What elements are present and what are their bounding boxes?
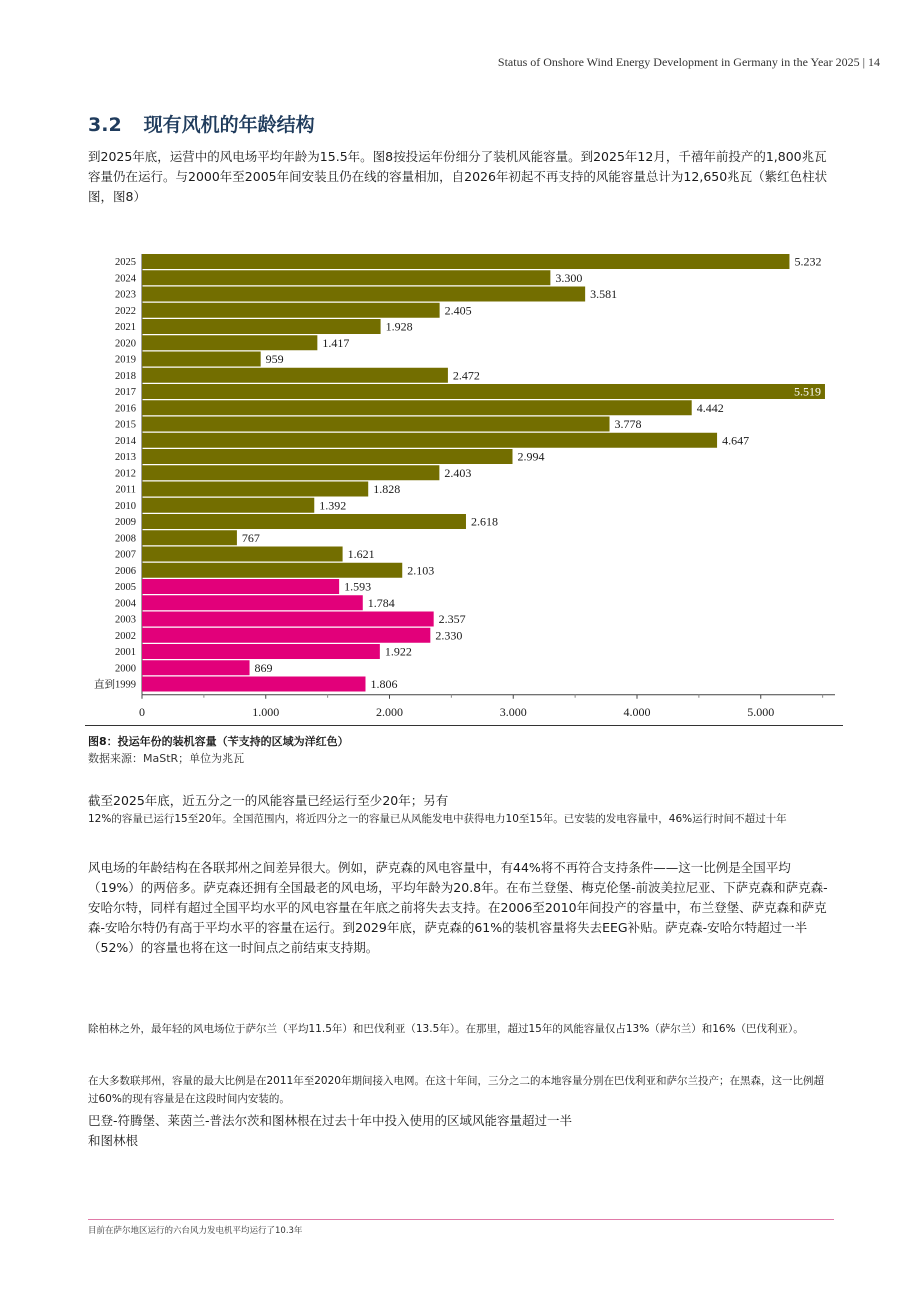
category-label-2011: 2011	[115, 484, 136, 496]
category-label-2022: 2022	[115, 305, 136, 317]
category-label-2010: 2010	[115, 500, 136, 512]
category-label-2005: 2005	[115, 582, 136, 593]
category-label-2002: 2002	[115, 630, 136, 642]
bar-2011	[142, 482, 368, 497]
category-label-2016: 2016	[115, 403, 136, 415]
x-tick-label-2000: 2.000	[376, 704, 403, 719]
category-label-2015: 2015	[115, 419, 136, 431]
bar-2014	[142, 433, 717, 448]
paragraph-youngest: 除柏林之外，最年轻的风电场位于萨尔兰（平均11.5年）和巴伐利亚（13.5年）。在那里，超过15年的风能容量仅占13%（萨尔兰）和16%（巴伐利亚）。	[88, 1023, 804, 1035]
bar-2008	[142, 530, 237, 545]
value-label-直到1999: 1.806	[370, 677, 398, 691]
value-label-2010: 1.392	[319, 498, 347, 513]
x-tick-label-4000: 4.000	[623, 704, 651, 719]
figure-caption: 图8：投运年份的装机容量（苄支持的区域为洋红色）	[88, 735, 349, 748]
bar-2007	[142, 547, 343, 562]
category-label-2000: 2000	[115, 663, 136, 675]
category-label-2013: 2013	[115, 452, 136, 463]
category-label-2007: 2007	[115, 549, 136, 561]
x-tick-label-1000: 1.000	[252, 704, 280, 719]
category-label-2019: 2019	[115, 354, 136, 366]
bar-直到1999	[142, 677, 365, 692]
category-label-2009: 2009	[115, 517, 136, 528]
value-label-2018: 2.472	[452, 368, 480, 383]
bar-2021	[142, 319, 381, 334]
category-label-直到1999: 直到1999	[94, 679, 136, 691]
footnote: 目前在萨尔地区运行的六台风力发电机平均运行了10.3年	[88, 1226, 303, 1236]
intro-paragraph: 到2025年底，运营中的风电场平均年龄为15.5年。图8按投运年份细分了装机风能容量。到2025年12月，千禧年前投产的1,800兆瓦容量仍在运行。与2000年至2005年间安装且仍在线的容量相加，自2026年初起不再支持的风能容量总计为12,650兆瓦（紫红色柱状图，图8）	[88, 149, 828, 204]
category-label-2023: 2023	[115, 289, 136, 301]
footer-rule	[88, 1219, 834, 1220]
x-tick-label-5000: 5.000	[747, 704, 775, 719]
value-label-2001: 1.922	[384, 644, 412, 659]
bar-2025	[142, 254, 789, 269]
category-label-2020: 2020	[115, 338, 136, 350]
bar-2005	[142, 579, 339, 594]
category-label-2006: 2006	[115, 565, 136, 577]
bar-2023	[142, 287, 585, 302]
value-label-2011: 1.828	[373, 482, 401, 496]
bar-2016	[142, 400, 692, 415]
value-label-2021: 1.928	[385, 319, 413, 334]
bar-2022	[142, 303, 440, 318]
category-label-2017: 2017	[115, 387, 136, 398]
category-label-2004: 2004	[115, 598, 136, 610]
bar-2012	[142, 465, 439, 480]
bar-2018	[142, 368, 448, 383]
value-label-2014: 4.647	[722, 433, 750, 448]
paragraph-decade: 在大多数联邦州，容量的最大比例是在2011年至2020年期间接入电网。在这十年间，三分之二的本地容量分别在巴伐利亚和萨尔兰投产；在黑森，这一比例超过60%的现有容量是在这段时间内安装的。	[88, 1075, 824, 1105]
value-label-2004: 1.784	[367, 595, 395, 610]
category-label-2021: 2021	[115, 322, 136, 333]
value-label-2016: 4.442	[696, 400, 724, 415]
paragraph-age-share-lead: 截至2025年底，近五分之一的风能容量已经运行至少20年；另有	[88, 793, 449, 808]
category-label-2003: 2003	[115, 614, 136, 626]
capacity-by-year-chart	[85, 250, 845, 725]
page-header: Status of Onshore Wind Energy Development in Germany in the Year 2025 | 14	[497, 55, 880, 69]
value-label-2015: 3.778	[614, 417, 642, 431]
value-label-2003: 2.357	[438, 612, 466, 626]
value-label-2005: 1.593	[344, 579, 372, 594]
value-label-2012: 2.403	[444, 465, 472, 480]
value-label-2024: 3.300	[555, 270, 583, 285]
bar-2020	[142, 335, 317, 350]
bar-2001	[142, 644, 380, 659]
bar-2017	[142, 384, 825, 399]
value-label-2002: 2.330	[435, 628, 463, 643]
bar-2009	[142, 514, 466, 529]
section-number: 3.2	[88, 114, 122, 136]
category-label-2008: 2008	[115, 533, 136, 545]
section-heading	[88, 110, 315, 137]
bar-2024	[142, 270, 550, 285]
bar-2004	[142, 595, 363, 610]
value-label-2023: 3.581	[590, 287, 618, 301]
category-label-2024: 2024	[115, 273, 136, 285]
value-label-2022: 2.405	[444, 303, 472, 318]
figure-bottom-rule	[85, 725, 843, 726]
bar-2019	[142, 352, 261, 367]
bar-2003	[142, 612, 434, 627]
value-label-2006: 2.103	[407, 563, 435, 578]
category-label-2025: 2025	[115, 257, 136, 268]
bar-2015	[142, 417, 610, 432]
value-label-2009: 2.618	[470, 514, 498, 529]
bar-2006	[142, 563, 402, 578]
category-label-2014: 2014	[115, 435, 136, 447]
value-label-2000: 869	[254, 660, 273, 675]
paragraph-tail: 和图林根	[88, 1133, 139, 1148]
value-label-2025: 5.232	[794, 254, 822, 269]
value-label-2007: 1.621	[347, 547, 375, 561]
figure-source: 数据来源：MaStR；单位为兆瓦	[88, 752, 245, 765]
bar-2013	[142, 449, 513, 464]
paragraph-states: 风电场的年龄结构在各联邦州之间差异很大。例如，萨克森的风电容量中，有44%将不再符合支持条件——这一比例是全国平均（19%）的两倍多。萨克森还拥有全国最老的风电场，平均年龄为20.8年。在布兰登堡、梅克伦堡-前波美拉尼亚、下萨克森和萨克森-安哈尔特，同样有超过全国平均水平的风电容量在年底之前将失去支持。在2006至2010年间投产的容量中，布兰登堡、萨克森和萨克森-安哈尔特仍有高于平均水平的容量在运行。到2029年底，萨克森的61%的装机容量将失去EEG补贴。萨克森-安哈尔特超过一半（52%）的容量也将在这一时间点之前结束支持期。	[88, 860, 828, 955]
x-tick-label-3000: 3.000	[499, 704, 527, 719]
category-label-2001: 2001	[115, 647, 136, 658]
bar-2000	[142, 660, 250, 675]
bar-2010	[142, 498, 314, 513]
paragraph-age-share: 12%的容量已运行15至20年。全国范围内，将近四分之一的容量已从风能发电中获得电力10至15年。已安装的发电容量中，46%运行时间不超过十年	[88, 813, 787, 825]
value-label-2019: 959	[265, 352, 284, 366]
section-title: 现有风机的年龄结构	[143, 114, 315, 136]
value-label-2008: 767	[241, 530, 260, 545]
bar-2002	[142, 628, 430, 643]
paragraph-bw-rp-th: 巴登-符腾堡、莱茵兰-普法尔茨和图林根在过去十年中投入使用的区域风能容量超过一半	[88, 1113, 573, 1128]
value-label-2013: 2.994	[517, 449, 545, 464]
value-label-2017: 5.519	[793, 384, 821, 399]
value-label-2020: 1.417	[322, 335, 350, 350]
category-label-2012: 2012	[115, 468, 136, 480]
category-label-2018: 2018	[115, 370, 136, 382]
x-tick-label-0: 0	[139, 704, 145, 719]
